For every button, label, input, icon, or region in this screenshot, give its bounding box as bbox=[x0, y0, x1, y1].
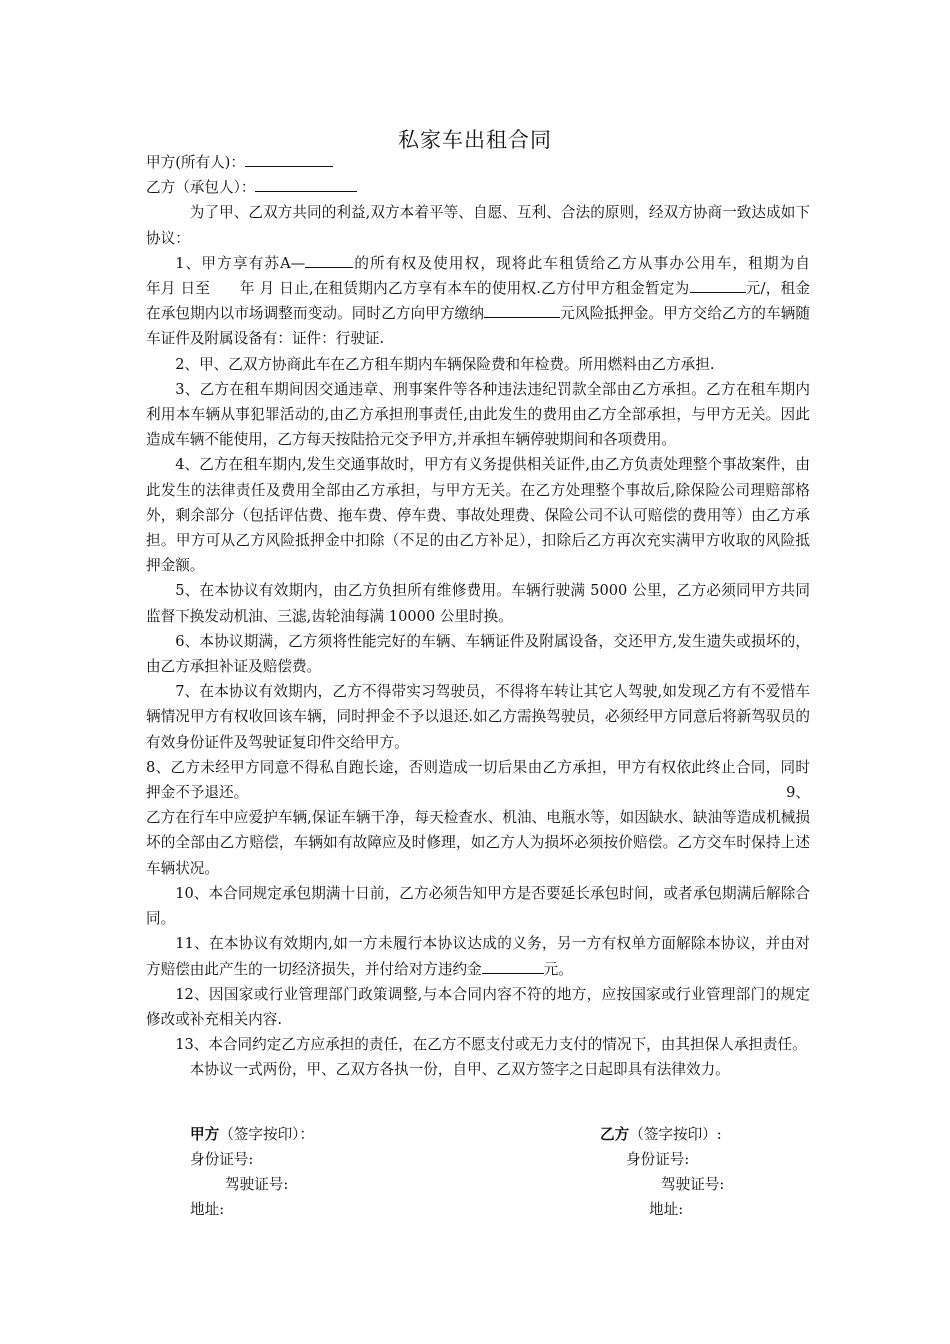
clause-1-text-c: 元/，租金在承包期内以市场调整而变动。同时乙方向甲方缴纳 bbox=[146, 280, 810, 323]
clause-11-text-b: 元。 bbox=[543, 960, 573, 978]
party-b-signature-line bbox=[600, 1122, 722, 1147]
clause-1-text-b: 的所有权及使用权，现将此车租赁给乙方从事办公用车，租期为自 年月 日至 年 月 日止,在租赁期内乙方享有本车的使用权.乙方付甲方租金暂定为 bbox=[146, 254, 840, 298]
clause-11-text-a: 11、在本协议有效期内,如一方未履行本协议达成的义务，另一方有权单方面解除本协议，并由对方赔偿由此产生的一切经济损失，并付给对方违约金 bbox=[146, 935, 810, 978]
clause-3: 3、乙方在租车期间因交通违章、刑事案件等各种违法违纪罚款全部由乙方承担。乙方在租车期内利用本车辆从事犯罪活动的,由乙方承担刑事责任,由此发生的费用由乙方全部承担，与甲方无关。因此造成车辆不能使用，乙方每天按陆拾元交予甲方,并承担车辆停驶期间和各项费用。 bbox=[146, 380, 810, 449]
clause-12: 12、因国家或行业管理部门政策调整,与本合同内容不符的地方，应按国家或行业管理部门的规定修改或补充相关内容. bbox=[146, 985, 810, 1028]
party-a-address-label: 地址: bbox=[190, 1201, 225, 1218]
clause-9-number: 9、 bbox=[786, 784, 810, 802]
party-b-license-label: 驾驶证号: bbox=[661, 1176, 725, 1193]
party-b-address-label: 地址: bbox=[649, 1201, 684, 1218]
party-b-id-label: 身份证号: bbox=[626, 1151, 690, 1168]
contract-body bbox=[146, 150, 840, 1083]
party-a-blank bbox=[245, 150, 333, 167]
clause-13: 13、本合同约定乙方应承担的责任，在乙方不愿支付或无力支付的情况下，由其担保人承担责任。 bbox=[175, 1036, 807, 1054]
clause-5: 5、在本协议有效期内，由乙方负担所有维修费用。车辆行驶满 5000 公里，乙方必须同甲方共同监督下换发动机油、三滤,齿轮油每满 10000 公里时换。 bbox=[146, 582, 810, 625]
party-b-blank bbox=[255, 175, 357, 192]
clause-11 bbox=[146, 931, 810, 981]
clause-10: 10、本合同规定承包期满十日前，乙方必须告知甲方是否要延长承包时间，或者承包期满后解除合同。 bbox=[146, 884, 810, 928]
clause-7: 7、在本协议有效期内，乙方不得带实习驾驶员，不得将车转让其它人驾驶,如发现乙方有不爱惜车辆情况甲方有权收回该车辆，同时押金不予以退还.如乙方需换驾驶员，必须经甲方同意后将新驾驭员的有效身份证件及驾驶证复印件交给甲方。 bbox=[146, 683, 810, 751]
party-a-label: 甲方(所有人)： bbox=[146, 154, 245, 171]
party-b-sign-label: （签字按印）: bbox=[629, 1126, 722, 1143]
rent-amount-blank bbox=[690, 276, 746, 293]
clause-2: 2、甲、乙双方协商此车在乙方租车期内车辆保险费和年检费。所用燃料由乙方承担. bbox=[175, 355, 715, 373]
deposit-amount-blank bbox=[484, 301, 560, 318]
party-a-id-label: 身份证号: bbox=[190, 1151, 254, 1168]
clause-1 bbox=[146, 251, 840, 352]
closing-statement: 本协议一式两份，甲、乙双方各执一份，自甲、乙双方签字之日起即具有法律效力。 bbox=[189, 1061, 730, 1079]
party-b-label: 乙方（承包人）： bbox=[146, 179, 256, 197]
clause-9: 乙方在行车中应爱护车辆,保证车辆干净，每天检查水、机油、电瓶水等，如因缺水、缺油等造成机械损坏的全部由乙方赔偿，车辆如有故障应及时修理，如乙方人为损坏必须按价赔偿。乙方交车时保持上述车辆状况。 bbox=[146, 809, 810, 877]
clause-8 bbox=[146, 755, 810, 805]
party-b-line bbox=[146, 175, 810, 200]
party-a-sign-label: （签字按印）： bbox=[219, 1126, 315, 1143]
clause-6: 6、本协议期满，乙方须将性能完好的车辆、车辆证件及附属设备，交还甲方,发生遗失或损坏的，由乙方承担补证及赔偿费。 bbox=[146, 632, 810, 676]
clause-1-text-a: 1、甲方享有苏A— bbox=[175, 254, 306, 272]
clause-4: 4、乙方在租车期内,发生交通事故时，甲方有义务提供相关证件,由乙方负责处理整个事故案件，由此发生的法律责任及费用全部由乙方承担，与甲方无关。在乙方处理整个事故后,除保险公司理赔部格外，剩余部分（包括评估费、拖车费、停车费、事故处理费、保险公司不认可赔偿的费用等）由乙方承担。甲方可从乙方风险抵押金中扣除（不足的由乙方补足），扣除后乙方再次充实满甲方收取的风险抵押金额。 bbox=[146, 456, 810, 575]
party-b-name: 乙方 bbox=[600, 1126, 630, 1143]
clause-1-text-d: 元风险抵押金。甲方交给乙方的车辆随车证件及附属设备有：证件：行驶证. bbox=[146, 305, 810, 348]
party-a-name: 甲方 bbox=[190, 1126, 220, 1143]
clause-8-text: 8、乙方未经甲方同意不得私自跑长途，否则造成一切后果由乙方承担，甲方有权依此终止合同，同时押金不予退还。 bbox=[146, 758, 810, 802]
document-title: 私家车出租合同 bbox=[398, 128, 552, 152]
penalty-amount-blank bbox=[482, 957, 544, 974]
intro-paragraph: 为了甲、乙双方共同的利益,双方本着平等、自愿、互利、合法的原则，经双方协商一致达成如下协议： bbox=[146, 204, 810, 247]
party-a-signature-line bbox=[190, 1122, 314, 1147]
plate-number-blank bbox=[305, 251, 353, 268]
party-a-license-label: 驾驶证号: bbox=[225, 1176, 289, 1193]
party-a-line bbox=[146, 150, 810, 175]
